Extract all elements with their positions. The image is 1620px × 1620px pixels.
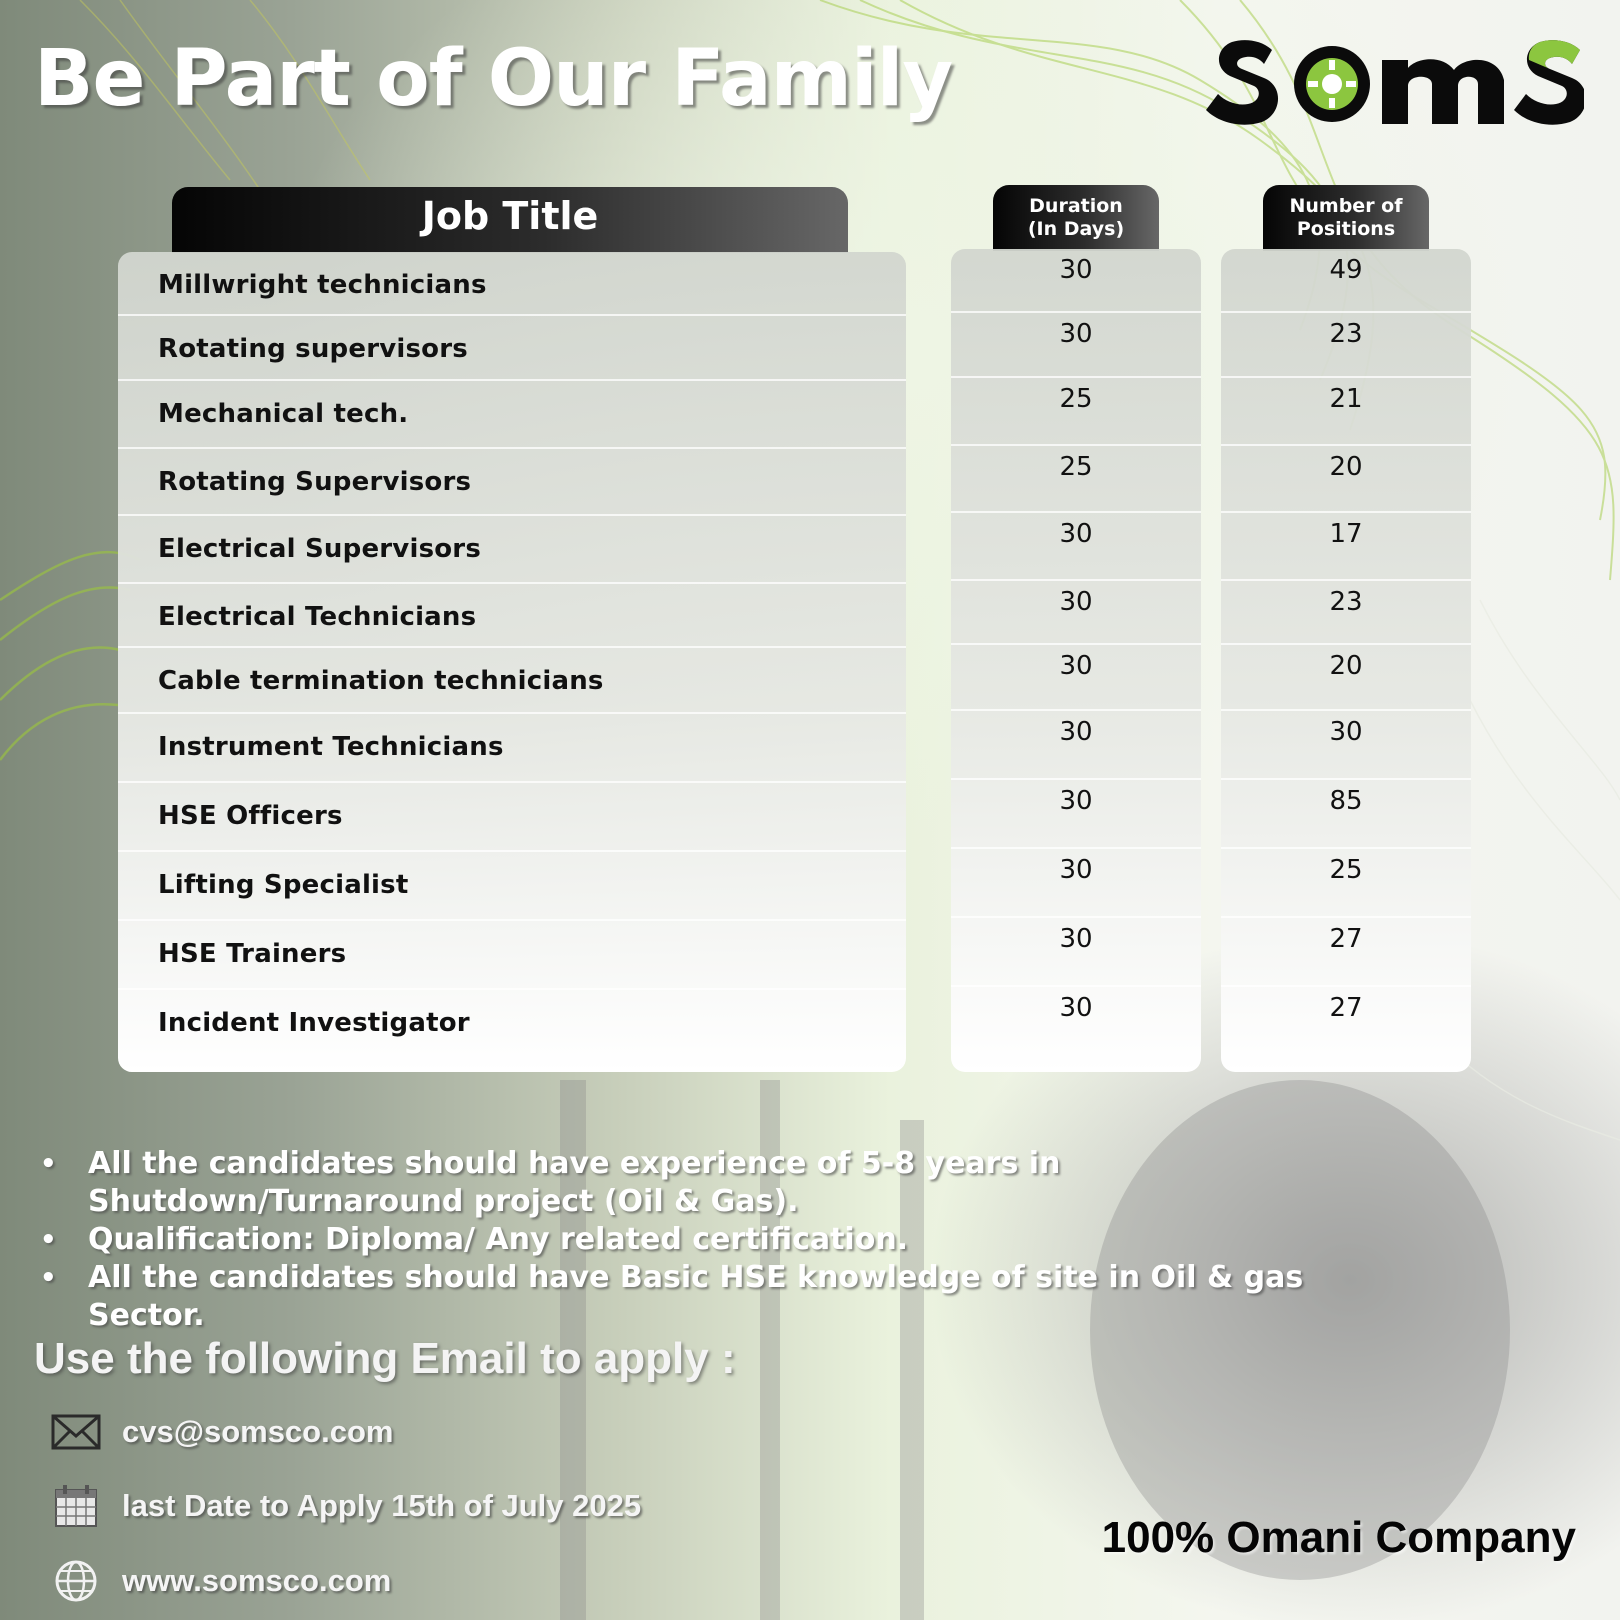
positions-cell: 20: [1329, 651, 1363, 681]
duration-cell: 30: [1059, 319, 1093, 349]
table-row: [118, 381, 906, 449]
duration-header-line2: (In Days): [1027, 218, 1125, 240]
deadline-info: [50, 1481, 850, 1531]
positions-cell: 85: [1329, 786, 1363, 816]
table-row: [951, 849, 1201, 918]
positions-header: [1263, 185, 1429, 251]
table-row: [1221, 581, 1471, 645]
bullet: •: [40, 1225, 57, 1255]
duration-cell: 30: [1059, 519, 1093, 549]
positions-cell: 23: [1329, 319, 1363, 349]
positions-cell: 21: [1329, 384, 1363, 414]
table-row: [1221, 446, 1471, 513]
calendar-icon: [50, 1484, 102, 1528]
job-title-cell: Lifting Specialist: [158, 870, 409, 900]
job-title-cell: Incident Investigator: [158, 1008, 470, 1038]
page-headline: Be Part of Our Family: [34, 34, 953, 124]
job-title-header: Job Title: [172, 187, 848, 253]
duration-cell: 25: [1059, 452, 1093, 482]
job-title-cell: HSE Officers: [158, 801, 343, 831]
duration-header-line1: Duration: [1029, 195, 1123, 217]
positions-column: [1221, 249, 1471, 1072]
job-title-cell: Rotating Supervisors: [158, 467, 472, 497]
table-row: [118, 990, 906, 1072]
duration-cell: 30: [1059, 786, 1093, 816]
table-row: [951, 378, 1201, 446]
duration-cell: 30: [1059, 924, 1093, 954]
positions-cell: 17: [1329, 519, 1363, 549]
mail-icon: [50, 1410, 102, 1454]
table-row: [1221, 378, 1471, 446]
duration-column: [951, 249, 1201, 1072]
website-link[interactable]: www.somsco.com: [122, 1563, 392, 1598]
requirements-list: [40, 1145, 1360, 1335]
table-row: [1221, 711, 1471, 780]
table-row: [1221, 313, 1471, 378]
table-row: [118, 252, 906, 316]
positions-cell: 27: [1329, 924, 1363, 954]
table-row: [951, 249, 1201, 313]
table-row: [118, 584, 906, 648]
table-row: [118, 449, 906, 516]
duration-cell: 25: [1059, 384, 1093, 414]
table-row: [118, 714, 906, 783]
positions-cell: 49: [1329, 255, 1363, 285]
duration-cell: 30: [1059, 717, 1093, 747]
table-row: [951, 987, 1201, 1069]
positions-header-line1: Number of: [1289, 195, 1403, 217]
requirement-item: [40, 1145, 1360, 1221]
website-contact[interactable]: [50, 1556, 850, 1606]
soms-logo: [1202, 20, 1584, 132]
table-row: [1221, 780, 1471, 849]
table-row: [951, 513, 1201, 581]
requirement-item: [40, 1259, 1360, 1335]
job-title-cell: Electrical Supervisors: [158, 534, 482, 564]
requirement-text: All the candidates should have experience of 5-8 years in Shutdown/Turnaround project (Oil & Gas).: [88, 1146, 1061, 1219]
table-row: [1221, 513, 1471, 581]
deadline-text: last Date to Apply 15th of July 2025: [122, 1488, 642, 1523]
duration-cell: 30: [1059, 651, 1093, 681]
table-row: [951, 313, 1201, 378]
table-row: [118, 852, 906, 921]
positions-cell: 30: [1329, 717, 1363, 747]
job-title-cell: Rotating supervisors: [158, 334, 468, 364]
job-title-cell: Millwright technicians: [158, 270, 487, 300]
table-row: [951, 645, 1201, 711]
table-row: [951, 780, 1201, 849]
requirement-text: All the candidates should have Basic HSE knowledge of site in Oil & gas Sector.: [88, 1260, 1304, 1333]
positions-cell: 20: [1329, 452, 1363, 482]
table-row: [1221, 849, 1471, 918]
company-tagline: 100% Omani Company: [1101, 1513, 1576, 1562]
table-row: [118, 648, 906, 714]
table-row: [1221, 918, 1471, 987]
table-row: [1221, 249, 1471, 313]
bullet: •: [40, 1149, 57, 1179]
job-title-column: [118, 252, 906, 1072]
job-title-cell: Mechanical tech.: [158, 399, 409, 429]
duration-cell: 30: [1059, 587, 1093, 617]
globe-icon: [50, 1559, 102, 1603]
table-row: [118, 516, 906, 584]
table-row: [118, 783, 906, 852]
positions-header-line2: Positions: [1296, 218, 1396, 240]
table-row: [951, 581, 1201, 645]
duration-cell: 30: [1059, 255, 1093, 285]
requirement-text: Qualification: Diploma/ Any related certification.: [88, 1222, 909, 1257]
table-row: [1221, 987, 1471, 1069]
job-title-cell: HSE Trainers: [158, 939, 347, 969]
table-row: [118, 921, 906, 990]
duration-header: [993, 185, 1159, 251]
email-address[interactable]: cvs@somsco.com: [122, 1414, 394, 1449]
apply-heading: Use the following Email to apply :: [34, 1334, 736, 1383]
job-title-cell: Electrical Technicians: [158, 602, 477, 632]
table-row: [951, 446, 1201, 513]
table-row: [118, 316, 906, 381]
table-row: [951, 711, 1201, 780]
email-contact[interactable]: [50, 1407, 850, 1457]
positions-cell: 27: [1329, 993, 1363, 1023]
table-row: [1221, 645, 1471, 711]
positions-cell: 23: [1329, 587, 1363, 617]
requirement-item: [40, 1221, 1360, 1259]
job-title-cell: Instrument Technicians: [158, 732, 504, 762]
table-row: [951, 918, 1201, 987]
bullet: •: [40, 1263, 57, 1293]
duration-cell: 30: [1059, 855, 1093, 885]
job-title-cell: Cable termination technicians: [158, 666, 604, 696]
positions-cell: 25: [1329, 855, 1363, 885]
duration-cell: 30: [1059, 993, 1093, 1023]
